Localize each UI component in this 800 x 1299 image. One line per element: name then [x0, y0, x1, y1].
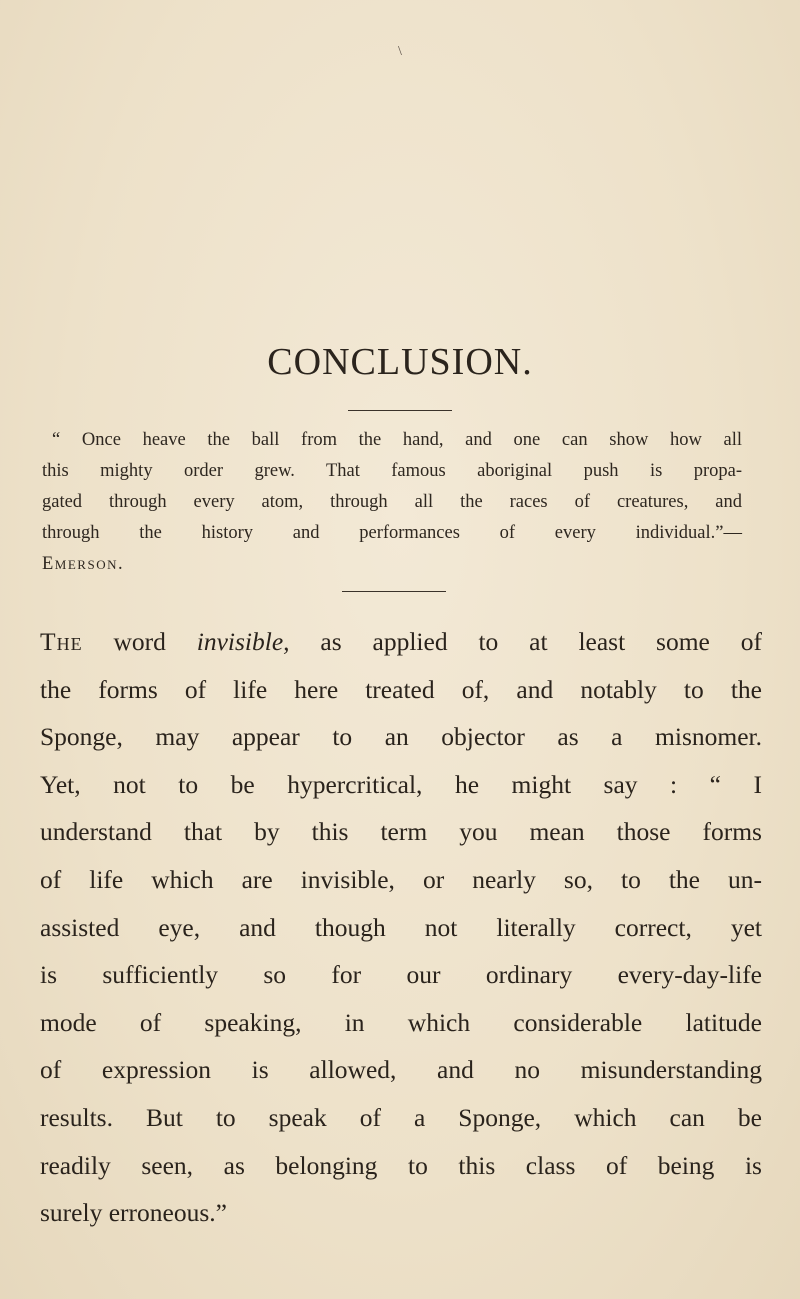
body-line: the forms of life here treated of, and notably to the — [40, 674, 762, 704]
body-line-last: surely erroneous.” — [40, 1198, 227, 1228]
body-line: Yet, not to be hypercritical, he might say : “ I — [40, 769, 762, 799]
italic-term: invisible, — [196, 627, 290, 656]
epigraph-line: through the history and performances of every individual.”— — [42, 523, 742, 543]
lead-word: The — [40, 627, 83, 656]
epigraph-line: this mighty order grew. That famous aboriginal push is propa- — [42, 461, 742, 481]
body-line: mode of speaking, in which considerable latitude — [40, 1007, 762, 1037]
body-line-first — [40, 618, 762, 666]
body-paragraph — [40, 618, 762, 1237]
body-line: assisted eye, and though not literally correct, yet — [40, 912, 762, 942]
body-line: is sufficiently so for our ordinary every-day-life — [40, 960, 762, 990]
corner-mark: \ — [398, 44, 402, 59]
epigraph-line: gated through every atom, through all the races of creatures, and — [42, 492, 742, 512]
body-text-fragment: word — [82, 627, 197, 656]
epigraph-author-line — [42, 549, 742, 580]
epigraph — [42, 425, 742, 580]
body-line: results. But to speak of a Sponge, which can be — [40, 1102, 762, 1132]
epigraph-line: “ Once heave the ball from the hand, and one can show how all — [52, 430, 742, 450]
bottom-rule — [342, 591, 446, 592]
top-rule — [348, 410, 452, 411]
body-text-fragment: as applied to at least some of — [289, 627, 762, 656]
body-line: readily seen, as belonging to this class of being is — [40, 1150, 762, 1180]
epigraph-author: Emerson. — [42, 554, 125, 574]
chapter-title: CONCLUSION. — [267, 341, 533, 383]
body-line: understand that by this term you mean those forms — [40, 817, 762, 847]
body-line: Sponge, may appear to an objector as a misnomer. — [40, 722, 762, 752]
body-line: of life which are invisible, or nearly so, to the un- — [40, 864, 762, 894]
body-line: of expression is allowed, and no misunderstanding — [40, 1055, 762, 1085]
